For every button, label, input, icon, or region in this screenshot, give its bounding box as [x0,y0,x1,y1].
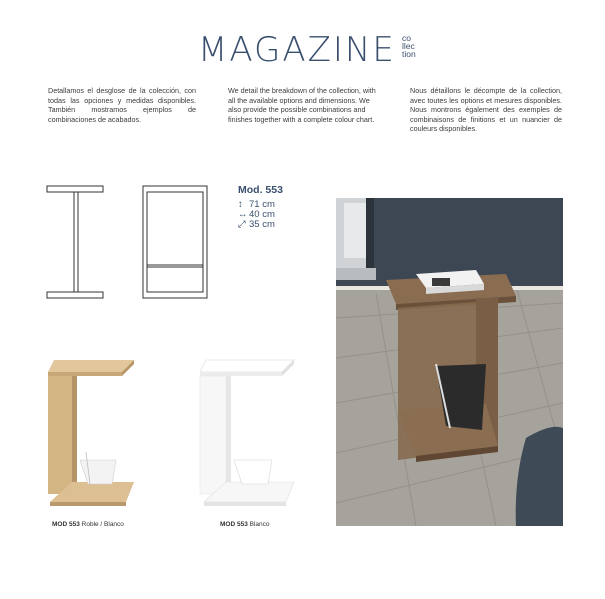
caption-white: MOD 553 Blanco [220,521,270,528]
front-view-drawing [142,185,210,300]
description-spanish: Detallamos el desglose de la colección, con todas las opciones y medidas disponibles. También mostramos ejemplos de combinaciones de acabados. [48,86,196,124]
description-french: Nous détaillons le décompte de la collection, avec toutes les options et mesures disponibles. Nous montrons également des exemples de combinaisons de finitions et un nuancier de couleurs disponibles. [410,86,562,134]
product-image-white [196,352,306,507]
width-dimension: ↔ 40 cm [238,209,275,220]
height-dimension: ↕ 71 cm [238,199,275,210]
collection-label: co llec tion [402,33,416,59]
lifestyle-photo [336,198,563,526]
specs-block [238,184,283,230]
height-arrow-icon: ↕ [238,199,243,210]
page-title: MAGAZINE [198,30,396,70]
width-arrow-icon: ↔ [238,209,248,220]
depth-arrow-icon: ⤢ [238,219,246,230]
model-label: Mod. 553 [238,184,283,196]
caption-oak: MOD 553 Roble / Blanco [52,521,124,528]
side-view-drawing [46,185,106,300]
depth-dimension: ⤢ 35 cm [238,219,275,230]
description-english: We detail the breakdown of the collection, with all the available options and dimensions. We also provide the possible combinations and finishes together with a complete colour chart. [228,86,376,124]
product-image-oak [46,352,146,507]
